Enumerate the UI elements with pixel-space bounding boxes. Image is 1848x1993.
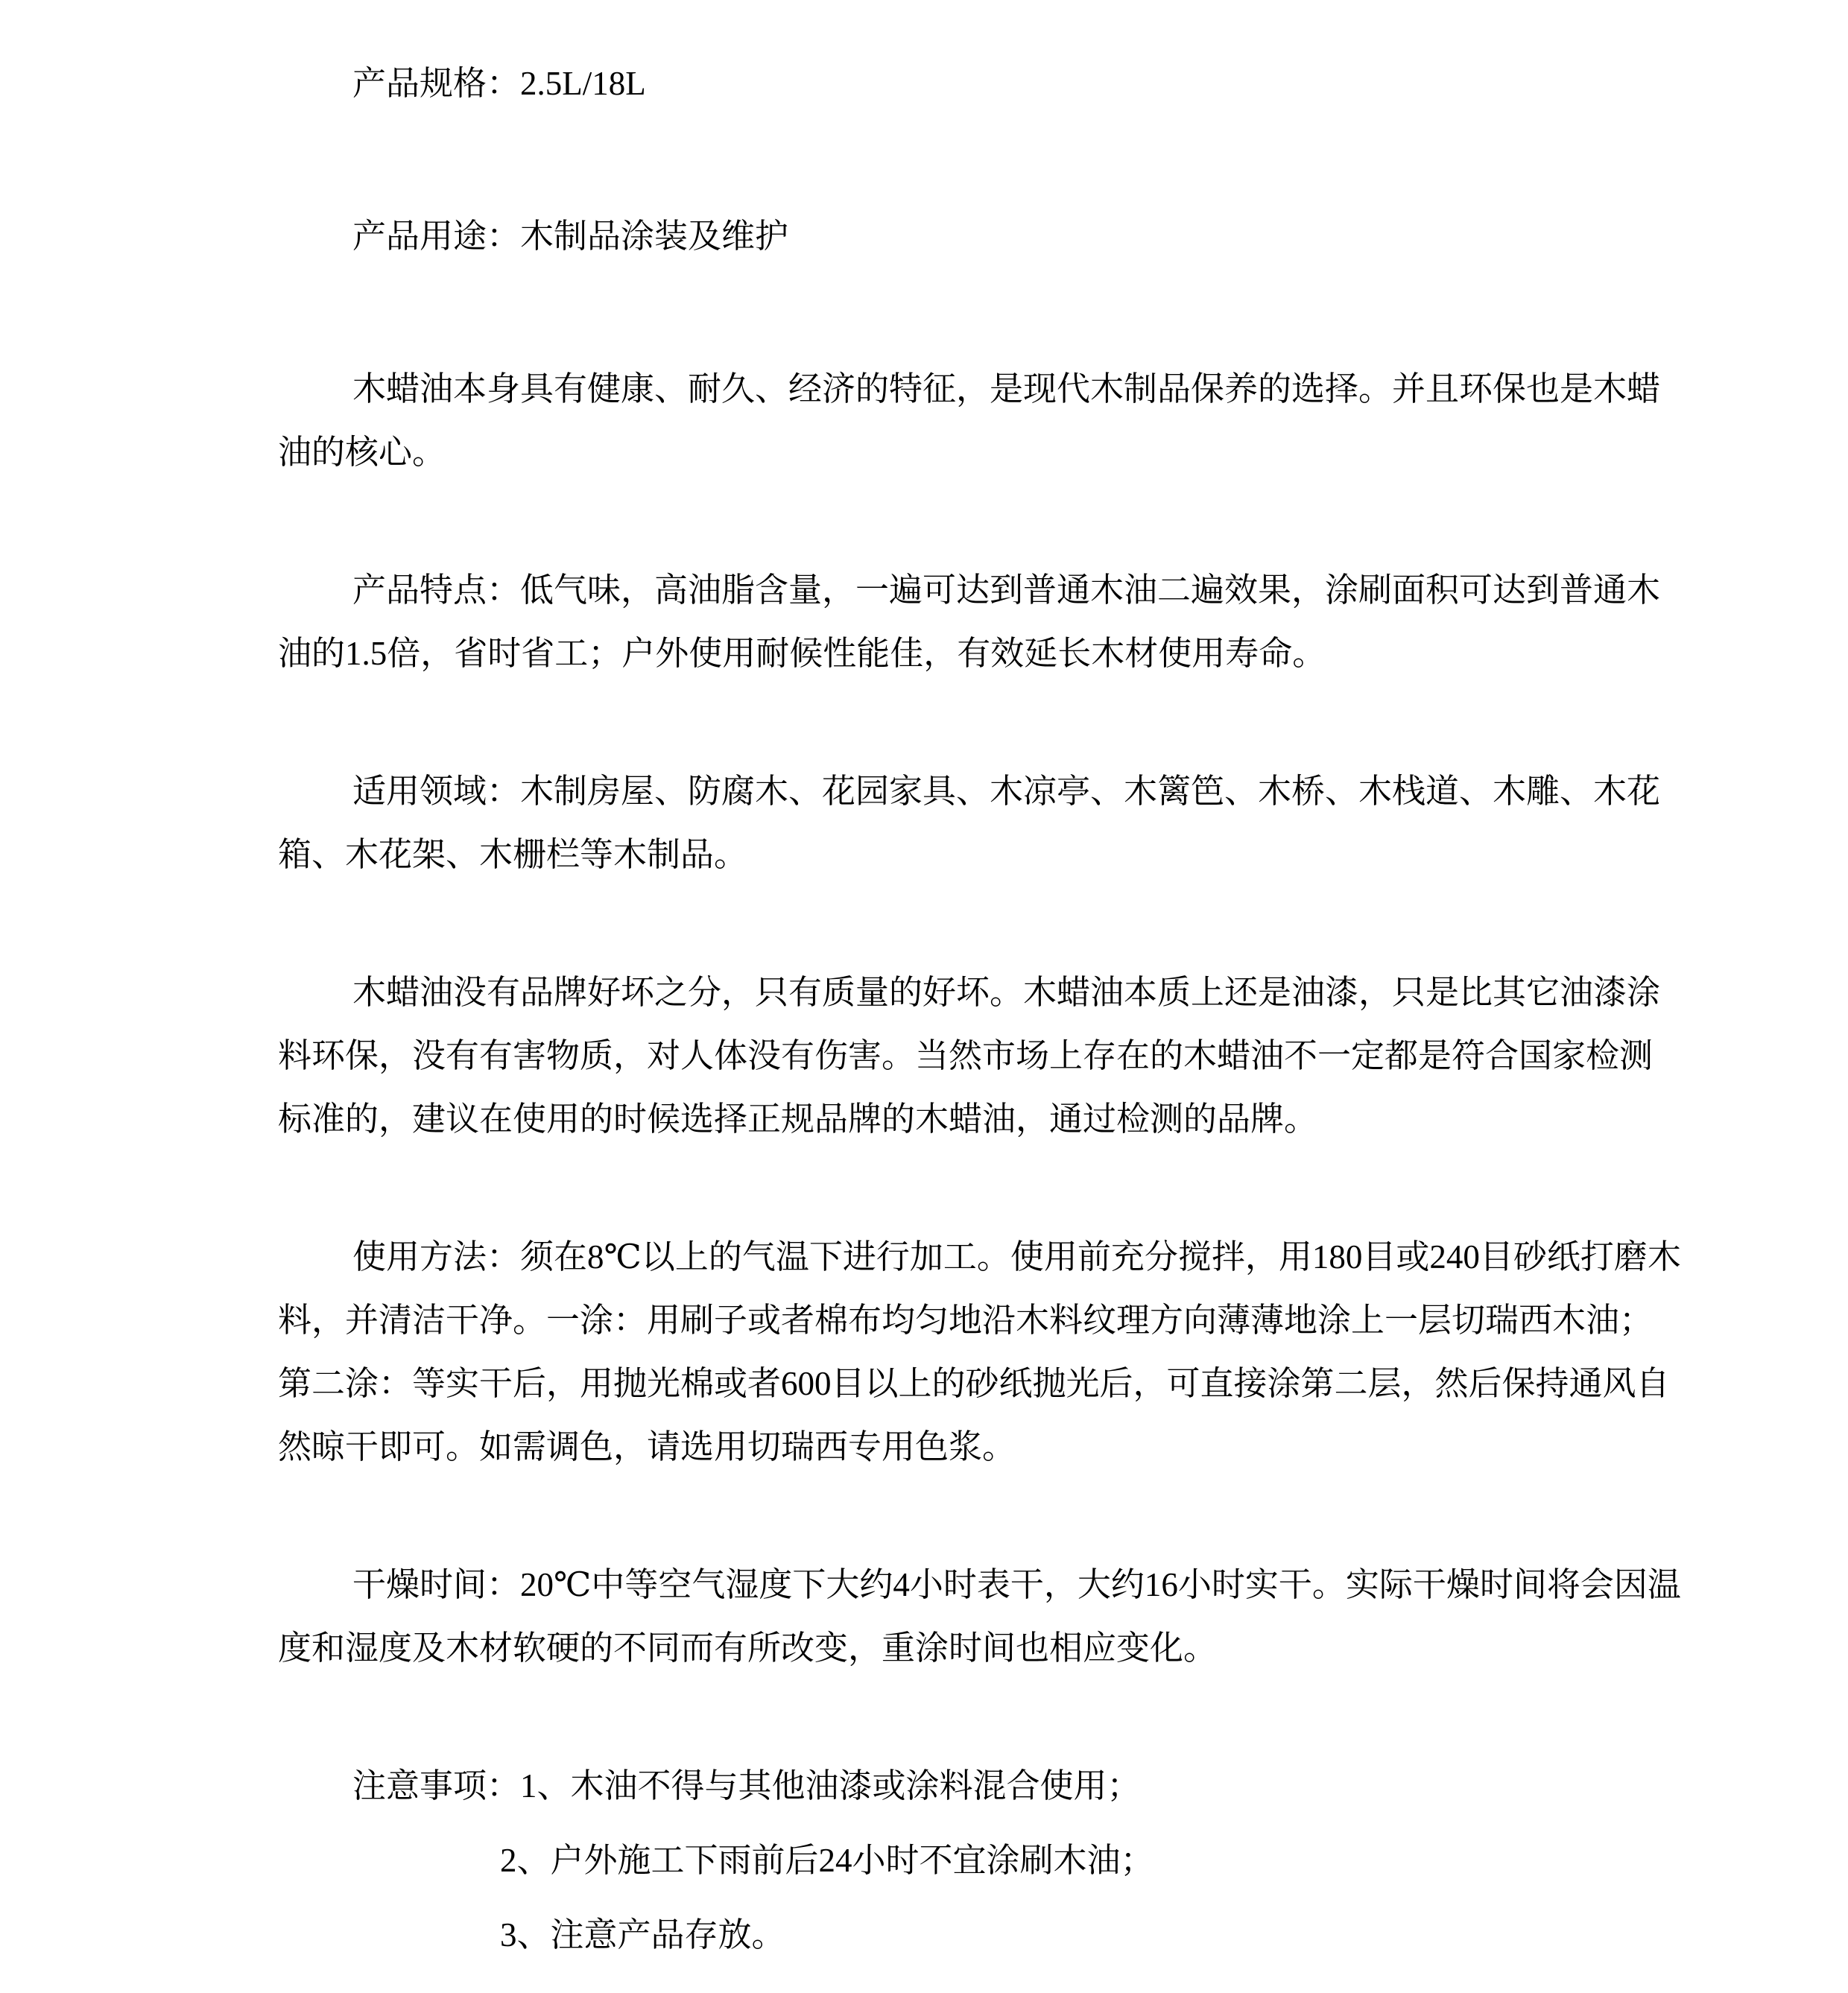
text-line: 第二涂：等实干后，用抛光棉或者600目以上的砂纸抛光后，可直接涂第二层，然后保持通风自 xyxy=(278,1365,1670,1402)
text-line: 3、注意产品存放。 xyxy=(500,1916,785,1954)
paragraph xyxy=(278,1829,1602,1892)
text-line: 产品特点：低气味，高油脂含量，一遍可达到普通木油二遍效果，涂刷面积可达到普通木 xyxy=(352,571,1661,609)
text-line: 适用领域：木制房屋、防腐木、花园家具、木凉亭、木篱笆、木桥、木栈道、木雕、木花 xyxy=(352,773,1661,810)
text-line: 油的核心。 xyxy=(278,434,446,471)
paragraph xyxy=(278,1904,1602,1967)
text-line: 料环保，没有有害物质，对人体没有伤害。当然市场上存在的木蜡油不一定都是符合国家检测 xyxy=(278,1037,1654,1074)
text-line: 2、户外施工下雨前后24小时不宜涂刷木油； xyxy=(500,1842,1154,1879)
text-line: 度和湿度及木材软硬的不同而有所改变，重涂时间也相应变化。 xyxy=(278,1629,1218,1667)
paragraph xyxy=(278,1553,1681,1680)
text-line: 然晾干即可。如需调色，请选用切瑞西专用色浆。 xyxy=(278,1428,1016,1466)
paragraph xyxy=(278,760,1661,887)
text-line: 标准的，建议在使用的时候选择正规品牌的木蜡油，通过检测的品牌。 xyxy=(278,1100,1318,1138)
paragraph xyxy=(278,961,1661,1151)
paragraph xyxy=(278,1226,1681,1479)
paragraph xyxy=(278,559,1661,685)
paragraph xyxy=(278,205,1602,268)
text-line: 箱、木花架、木栅栏等木制品。 xyxy=(278,836,748,873)
paragraph xyxy=(278,358,1661,484)
paragraph xyxy=(278,52,1602,115)
text-line: 注意事项：1、木油不得与其他油漆或涂料混合使用； xyxy=(352,1767,1141,1805)
text-line: 使用方法：须在8℃以上的气温下进行加工。使用前充分搅拌，用180目或240目砂纸打磨木 xyxy=(352,1238,1681,1276)
text-line: 料，并清洁干净。一涂：用刷子或者棉布均匀地沿木料纹理方向薄薄地涂上一层切瑞西木油； xyxy=(278,1302,1654,1339)
text-line: 干燥时间：20℃中等空气湿度下大约4小时表干，大约16小时实干。实际干燥时间将会因温 xyxy=(352,1566,1681,1603)
paragraph xyxy=(278,1755,1602,1818)
text-line: 油的1.5倍，省时省工；户外使用耐候性能佳，有效延长木材使用寿命。 xyxy=(278,635,1326,672)
text-line: 产品规格：2.5L/18L xyxy=(352,65,646,102)
text-line: 木蜡油本身具有健康、耐久、经济的特征，是现代木制品保养的选择。并且环保也是木蜡 xyxy=(352,370,1661,408)
text-line: 产品用途：木制品涂装及维护 xyxy=(352,218,789,255)
text-line: 木蜡油没有品牌好坏之分，只有质量的好坏。木蜡油本质上还是油漆，只是比其它油漆涂 xyxy=(352,974,1661,1011)
